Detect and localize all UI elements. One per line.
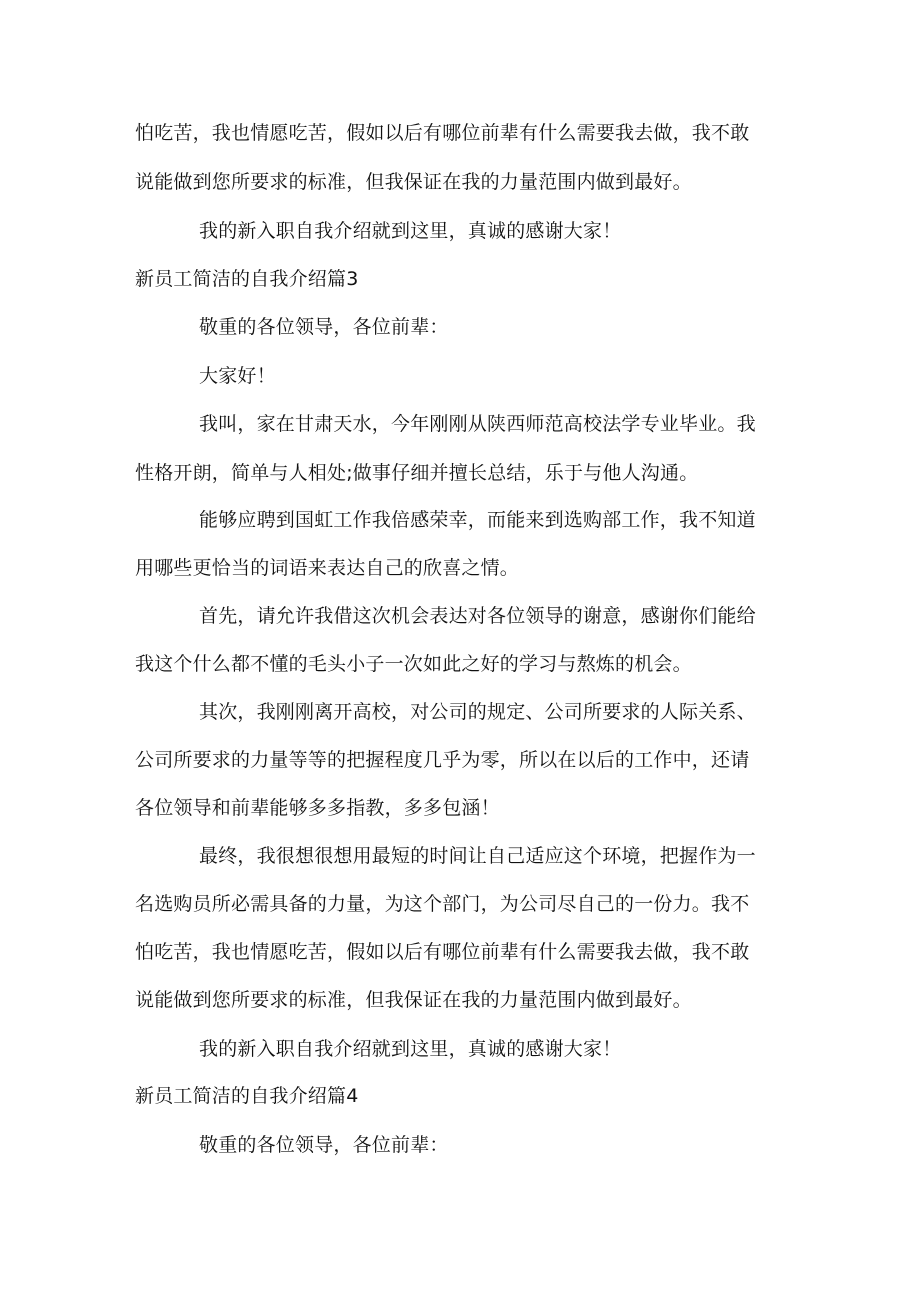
closing-line: 我的新入职自我介绍就到这里，真诚的感谢大家！	[199, 220, 622, 242]
paragraph-line: 说能做到您所要求的标准，但我保证在我的力量范围内做到最好。	[135, 989, 692, 1011]
paragraph-line: 怕吃苦，我也情愿吃苦，假如以后有哪位前辈有什么需要我去做，我不敢	[135, 941, 750, 963]
greeting-line: 大家好！	[199, 365, 276, 387]
paragraph-line: 首先，请允许我借这次机会表达对各位领导的谢意，感谢你们能给	[199, 605, 756, 627]
paragraph-line: 其次，我刚刚离开高校，对公司的规定、公司所要求的人际关系、	[199, 701, 756, 723]
paragraph-line: 性格开朗，简单与人相处;做事仔细并擅长总结，乐于与他人沟通。	[135, 462, 699, 484]
paragraph-line: 各位领导和前辈能够多多指教，多多包涵！	[135, 797, 500, 819]
paragraph-line: 名选购员所必需具备的力量，为这个部门，为公司尽自己的一份力。我不	[135, 893, 750, 915]
paragraph-line: 我这个什么都不懂的毛头小子一次如此之好的学习与熬炼的机会。	[135, 653, 692, 675]
paragraph-line: 最终，我很想很想用最短的时间让自己适应这个环境，把握作为一	[199, 845, 756, 867]
paragraph-line: 能够应聘到国虹工作我倍感荣幸，而能来到选购部工作，我不知道	[199, 509, 756, 531]
paragraph-line: 用哪些更恰当的词语来表达自己的欣喜之情。	[135, 557, 520, 579]
salutation-line: 敬重的各位领导，各位前辈：	[199, 316, 449, 338]
closing-line: 我的新入职自我介绍就到这里，真诚的感谢大家！	[199, 1038, 622, 1060]
salutation-line: 敬重的各位领导，各位前辈：	[199, 1134, 449, 1156]
paragraph-line: 公司所要求的力量等等的把握程度几乎为零，所以在以后的工作中，还请	[135, 749, 750, 771]
section-heading-4: 新员工简洁的自我介绍篇4	[135, 1085, 359, 1107]
section-heading-3: 新员工简洁的自我介绍篇3	[135, 268, 359, 290]
paragraph-line: 我叫，家在甘肃天水，今年刚刚从陕西师范高校法学专业毕业。我	[199, 413, 756, 435]
body-text-line: 怕吃苦，我也情愿吃苦，假如以后有哪位前辈有什么需要我去做，我不敢	[135, 122, 750, 144]
body-text-line: 说能做到您所要求的标准，但我保证在我的力量范围内做到最好。	[135, 171, 692, 193]
